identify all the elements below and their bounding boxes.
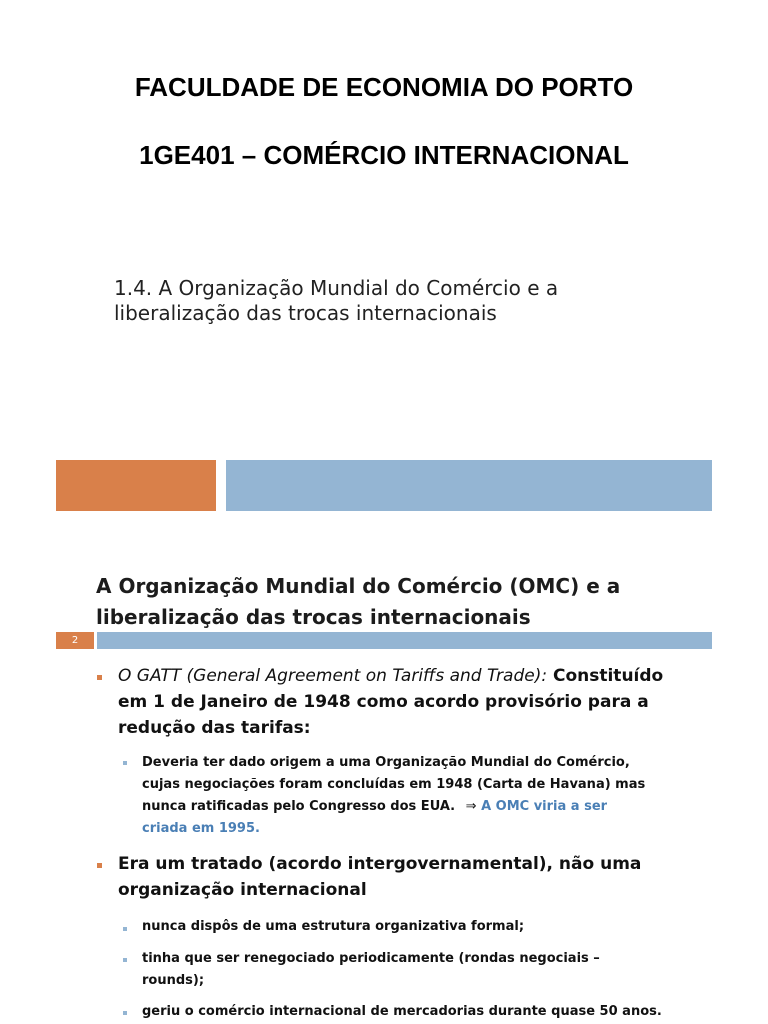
- course-title: 1GE401 – COMÉRCIO INTERNACIONAL: [139, 140, 629, 170]
- treaty-line-2: organização internacional: [118, 880, 367, 900]
- rounds-line-1: tinha que ser renegociado periodicamente (rondas negociais –: [142, 951, 600, 966]
- page-number: 2: [56, 632, 94, 649]
- treaty-line-1: Era um tratado (acordo intergovernamental), não uma: [118, 854, 642, 874]
- omc-accent-a: A OMC viria a ser: [481, 799, 608, 814]
- slide-title-line-2: liberalização das trocas internacionais: [96, 605, 531, 629]
- bullet-gatt: [118, 663, 718, 741]
- havana-line-2: cujas negociações foram concluídas em 1948 (Carta de Havana) mas: [142, 777, 646, 792]
- bullet-square-icon: [97, 863, 102, 868]
- havana-line-3: nunca ratificadas pelo Congresso dos EUA.: [142, 799, 456, 814]
- sub-bullet-50-years: geriu o comércio internacional de mercadorias durante quase 50 anos.: [142, 1004, 662, 1019]
- topic-line-2: liberalização das trocas internacionais: [114, 301, 497, 325]
- sub-bullet-havana: [142, 752, 702, 840]
- sub-bullet-square-icon: [123, 1011, 127, 1015]
- slide-title: [96, 571, 696, 633]
- sub-bullet-square-icon: [123, 958, 127, 962]
- bullet-treaty: [118, 851, 718, 903]
- rounds-line-2: rounds);: [142, 973, 205, 988]
- havana-line-1: Deveria ter dado origem a uma Organização Mundial do Comércio,: [142, 755, 630, 770]
- sub-bullet-square-icon: [123, 761, 127, 765]
- sub-bullet-structure: nunca dispôs de uma estrutura organizativa formal;: [142, 919, 525, 934]
- sub-bullet-square-icon: [123, 927, 127, 931]
- bullet-square-icon: [97, 675, 102, 680]
- sub-bullet-rounds: [142, 948, 702, 992]
- topic-line-1: 1.4. A Organização Mundial do Comércio e a: [114, 276, 559, 300]
- gatt-bold: Constituído: [547, 666, 664, 686]
- gatt-line-3: redução das tarifas:: [118, 718, 311, 738]
- decorative-orange-block: [56, 460, 216, 511]
- gatt-line-2: em 1 de Janeiro de 1948 como acordo provisório para a: [118, 692, 649, 712]
- decorative-blue-block: [226, 460, 712, 511]
- topic-subtitle: [114, 276, 634, 326]
- header-bar: [97, 632, 712, 649]
- implies-arrow-icon: ⇒: [465, 799, 477, 814]
- gatt-italic: O GATT (General Agreement on Tariffs and Trade):: [118, 666, 548, 686]
- institution-title: FACULDADE DE ECONOMIA DO PORTO: [134, 72, 634, 102]
- slide-title-line-1: A Organização Mundial do Comércio (OMC) e a: [96, 574, 621, 598]
- omc-accent-b: criada em 1995.: [142, 821, 260, 836]
